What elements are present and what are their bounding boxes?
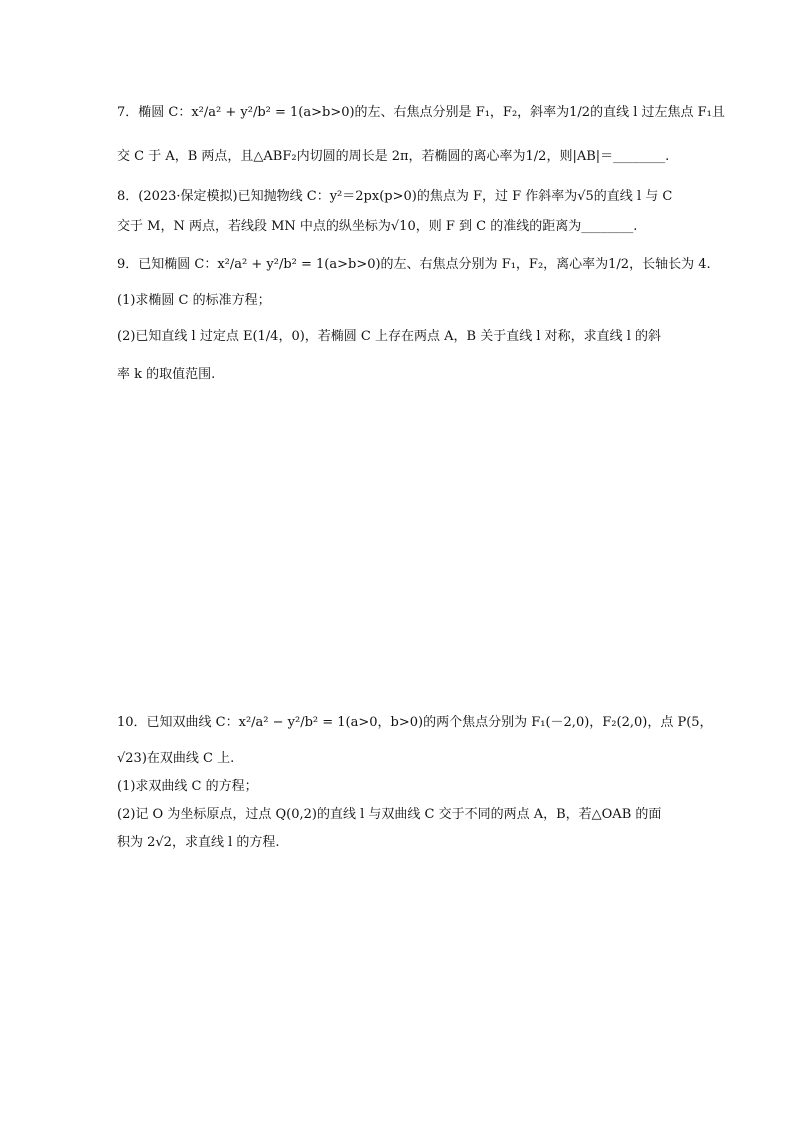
q10-line-2: √23)在双曲线 C 上. (117, 751, 235, 766)
q10-sub-2-line-2: 积为 2√2，求直线 l 的方程. (117, 835, 280, 850)
q10-sub-2-line-1: (2)记 O 为坐标原点，过点 Q(0,2)的直线 l 与双曲线 C 交于不同的两点 A，B，若△OAB 的面 (117, 807, 662, 822)
q9-sub-2-line-1: (2)已知直线 l 过定点 E(1/4，0)，若椭圆 C 上存在两点 A，B 关于直线 l 对称，求直线 l 的斜 (117, 329, 662, 344)
q9-sub-2-line-2: 率 k 的取值范围. (117, 367, 216, 382)
q10-sub-1: (1)求双曲线 C 的方程； (117, 779, 258, 794)
q7-line-2: 交 C 于 A，B 两点，且△ABF₂内切圆的周长是 2π，若椭圆的离心率为1/2，则|AB|＝________. (117, 149, 670, 164)
q7-line-1: 7．椭圆 C：x²/a² + y²/b² = 1(a>b>0)的左、右焦点分别是 F₁，F₂，斜率为1/2的直线 l 过左焦点 F₁且 (117, 105, 725, 120)
q8-line-2: 交于 M，N 两点，若线段 MN 中点的纵坐标为√10，则 F 到 C 的准线的距离为________. (117, 219, 638, 234)
q10-line-1: 10．已知双曲线 C：x²/a² − y²/b² = 1(a>0，b>0)的两个焦点分别为 F₁(－2,0)，F₂(2,0)，点 P(5， (117, 715, 713, 730)
q9-line-1: 9．已知椭圆 C：x²/a² + y²/b² = 1(a>b>0)的左、右焦点分别为 F₁，F₂，离心率为1/2，长轴长为 4. (117, 257, 711, 272)
q9-sub-1: (1)求椭圆 C 的标准方程； (117, 293, 271, 308)
q8-line-1: 8．(2023·保定模拟)已知抛物线 C：y²＝2px(p>0)的焦点为 F，过 F 作斜率为√5的直线 l 与 C (117, 189, 673, 204)
